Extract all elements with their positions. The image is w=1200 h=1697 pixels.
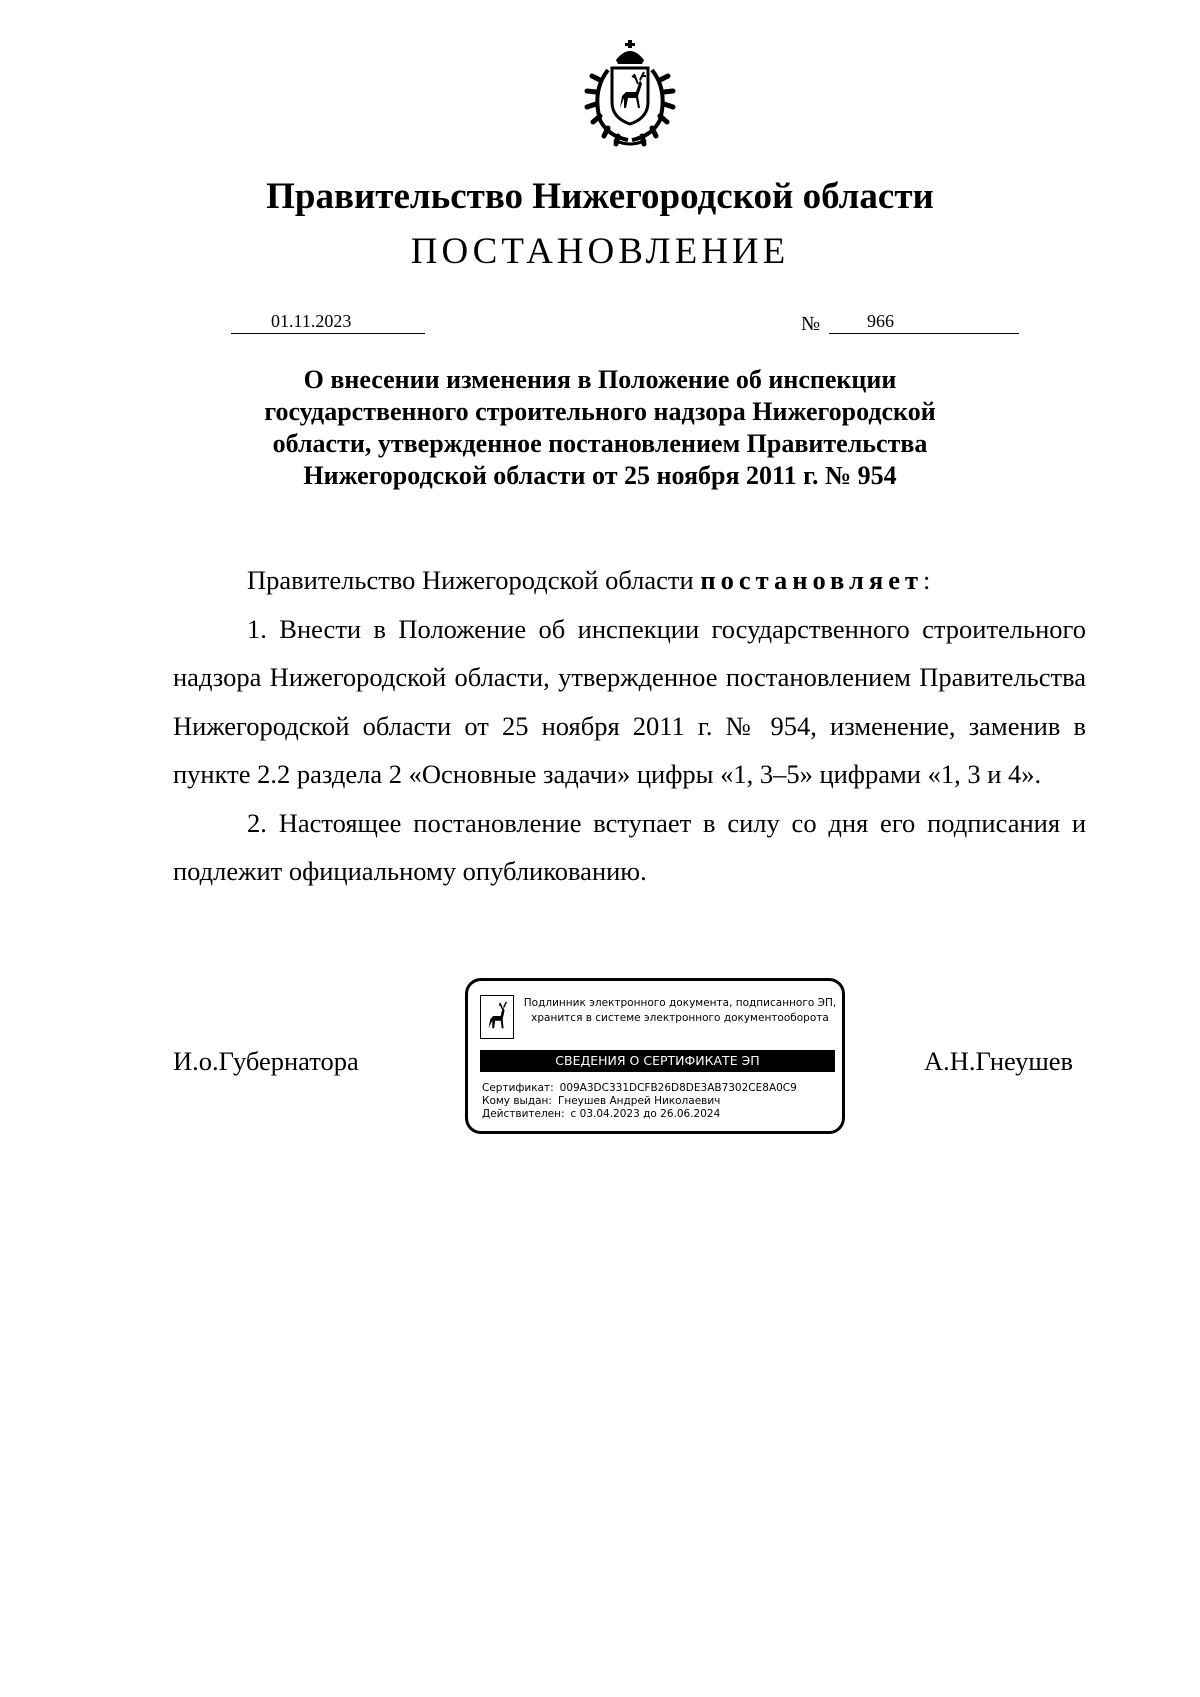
item-1-paragraph: 1. Внести в Положение об инспекции государственного строительного надзора Нижегородской области, утвержденное постановлением Правительства Нижегородской области от 25 ноября 2011 г. № 954, изменение, заменив в пункте 2.2 раздела 2 «Основные задачи» цифры «1, 3–5» цифрами «1, 3 и 4». bbox=[173, 613, 1086, 789]
certificate-banner: СВЕДЕНИЯ О СЕРТИФИКАТЕ ЭП bbox=[480, 1050, 835, 1072]
document-type: ПОСТАНОВЛЕНИЕ bbox=[410, 231, 790, 272]
stamp-storage-notice: хранится в системе электронного документооборота bbox=[531, 1012, 829, 1024]
validity-row bbox=[482, 1108, 837, 1121]
subject-line: О внесении изменения в Положение об инспекции bbox=[303, 365, 897, 394]
issued-to-label: Кому выдан: bbox=[482, 1095, 552, 1107]
certificate-value: 009A3DC331DCFB26D8DE3AB7302CE8A0C9 bbox=[559, 1082, 797, 1094]
item-2-paragraph: 2. Настоящее постановление вступает в силу со дня его подписания и подлежит официальному опубликованию. bbox=[173, 807, 1086, 886]
document-body bbox=[173, 556, 1086, 896]
coat-of-arms-icon bbox=[578, 40, 682, 148]
signatory-position: И.о.Губернатора bbox=[173, 1046, 359, 1076]
preamble-text: Правительство Нижегородской области bbox=[247, 565, 701, 595]
subject-line: государственного строительного надзора Нижегородской bbox=[264, 397, 936, 426]
document-number-field bbox=[829, 309, 1019, 334]
certificate-label: Сертификат: bbox=[482, 1082, 554, 1094]
organization-title: Правительство Нижегородской области bbox=[266, 176, 934, 217]
issued-to-row bbox=[482, 1095, 837, 1108]
document-date-field bbox=[231, 309, 425, 334]
issued-to-value: Гнеушев Андрей Николаевич bbox=[557, 1095, 721, 1107]
preamble-paragraph bbox=[173, 556, 1086, 605]
electronic-signature-stamp bbox=[465, 978, 845, 1134]
document-date: 01.11.2023 bbox=[271, 311, 352, 331]
subject-line: области, утвержденное постановлением Правительства bbox=[272, 429, 928, 458]
validity-label: Действителен: bbox=[482, 1108, 565, 1120]
certificate-row bbox=[482, 1082, 837, 1095]
number-label: № bbox=[801, 313, 821, 335]
preamble-end: : bbox=[923, 565, 931, 595]
validity-value: с 03.04.2023 до 26.06.2024 bbox=[570, 1108, 721, 1120]
document-subject bbox=[200, 364, 1000, 492]
subject-line: Нижегородской области от 25 ноября 2011 г. № 954 bbox=[303, 461, 897, 490]
deer-emblem-icon bbox=[480, 995, 514, 1039]
signatory-name: А.Н.Гнеушев bbox=[924, 1046, 1074, 1076]
preamble-emphasis: постановляет bbox=[700, 565, 924, 595]
document-number: 966 bbox=[867, 311, 894, 331]
stamp-original-notice: Подлинник электронного документа, подписанного ЭП, bbox=[523, 997, 837, 1009]
